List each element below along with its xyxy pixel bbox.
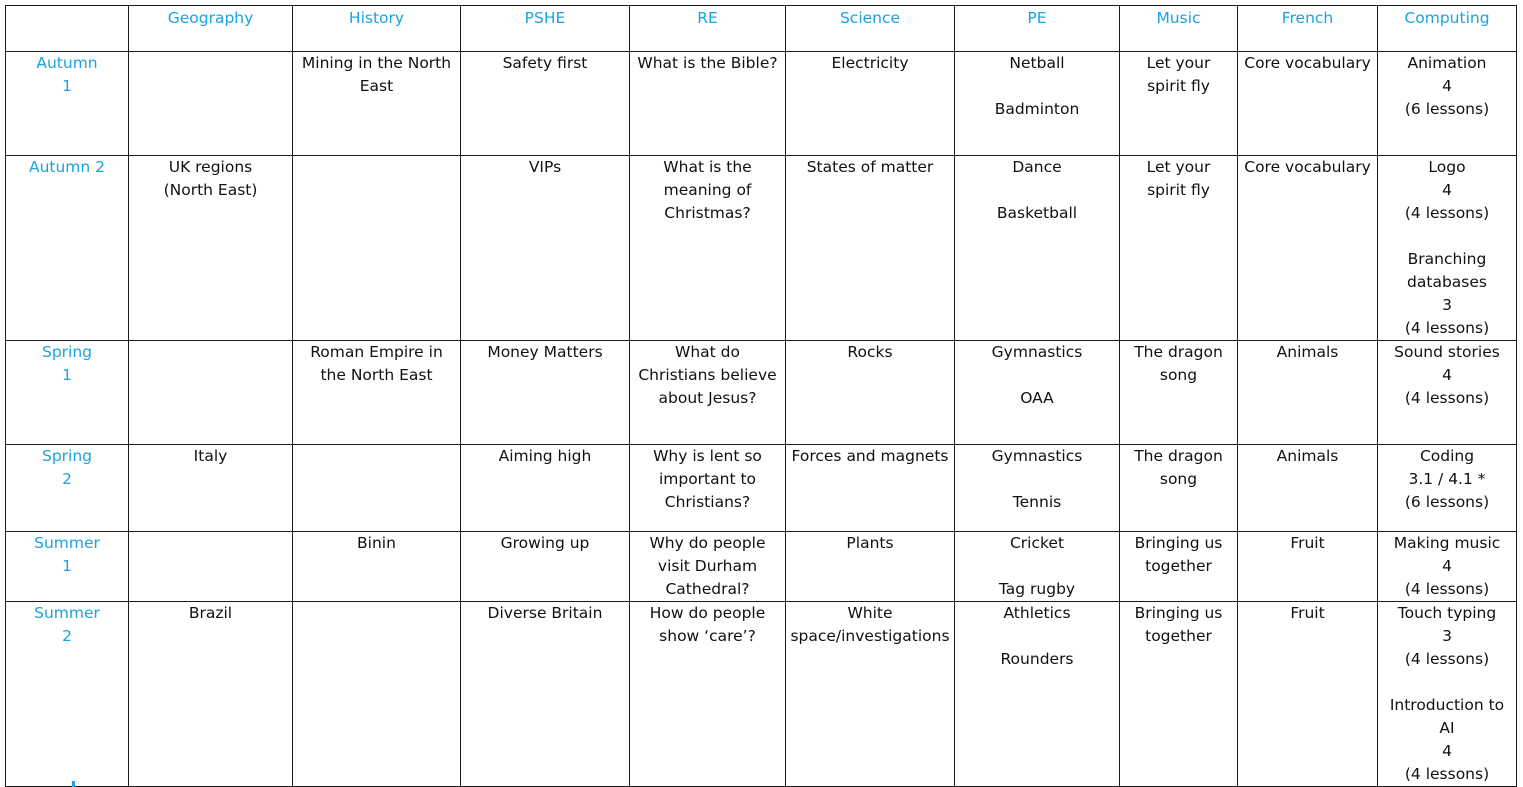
cell-music xyxy=(1120,532,1238,602)
cell-text: Safety first xyxy=(502,54,588,72)
table-row xyxy=(6,445,1517,532)
term-label: Summer 1 xyxy=(34,534,100,575)
subject-header-pe: PE xyxy=(955,6,1120,52)
table-row xyxy=(6,602,1517,787)
cell-text: Cricket Tag rugby xyxy=(998,534,1076,598)
cell-text: Netball Badminton xyxy=(994,54,1080,118)
cell-music xyxy=(1120,341,1238,445)
term-cell xyxy=(6,341,129,445)
cell-text: Italy xyxy=(193,447,228,465)
cell-pshe xyxy=(461,602,630,787)
cell-text: Aiming high xyxy=(498,447,592,465)
cell-text: Let your spirit fly xyxy=(1146,158,1211,199)
term-cell xyxy=(6,52,129,156)
cell-text: Animals xyxy=(1276,343,1339,361)
cell-computing xyxy=(1378,532,1517,602)
cell-text: What do Christians believe about Jesus? xyxy=(638,343,777,407)
cell-pshe xyxy=(461,52,630,156)
cell-text: The dragon song xyxy=(1134,447,1223,488)
cell-text: Forces and magnets xyxy=(791,447,949,465)
cell-text: Animation 4 (6 lessons) xyxy=(1404,54,1490,118)
cell-geography xyxy=(129,602,293,787)
cell-geography xyxy=(129,445,293,532)
cell-text: The dragon song xyxy=(1134,343,1223,384)
cell-text: Fruit xyxy=(1290,534,1325,552)
cell-history xyxy=(293,445,461,532)
cell-re xyxy=(630,156,786,341)
cell-text: Let your spirit fly xyxy=(1146,54,1211,95)
cell-text: Core vocabulary xyxy=(1244,54,1371,72)
cell-text: White space/investigations xyxy=(790,604,950,645)
cell-text: Mining in the North East xyxy=(301,54,452,95)
cell-text: Making music 4 (4 lessons) xyxy=(1393,534,1501,598)
cell-text: Bringing us together xyxy=(1134,604,1223,645)
cell-pshe xyxy=(461,532,630,602)
cell-re xyxy=(630,445,786,532)
subject-header-music: Music xyxy=(1120,6,1238,52)
cell-geography xyxy=(129,532,293,602)
table-row xyxy=(6,532,1517,602)
cell-text: How do people show ‘care’? xyxy=(649,604,766,645)
term-cell xyxy=(6,532,129,602)
term-label: Spring 2 xyxy=(41,447,93,488)
cell-computing xyxy=(1378,341,1517,445)
cell-text: What is the Bible? xyxy=(637,54,778,72)
cell-music xyxy=(1120,445,1238,532)
term-label: Autumn 1 xyxy=(36,54,98,95)
cell-text: Roman Empire in the North East xyxy=(310,343,443,384)
cell-text: Fruit xyxy=(1290,604,1325,622)
cell-re xyxy=(630,52,786,156)
cell-science xyxy=(786,341,955,445)
cell-text: Gymnastics OAA xyxy=(991,343,1083,407)
cell-pshe xyxy=(461,445,630,532)
cell-text: Logo 4 (4 lessons) Branching databases 3 (4 lessons) xyxy=(1404,158,1490,337)
cell-pe xyxy=(955,52,1120,156)
cell-text: Growing up xyxy=(500,534,590,552)
cell-history xyxy=(293,532,461,602)
cell-re xyxy=(630,532,786,602)
cell-text: Touch typing 3 (4 lessons) Introduction to AI 4 (4 lessons) xyxy=(1389,604,1505,783)
cell-text: Gymnastics Tennis xyxy=(991,447,1083,511)
cell-text: Why do people visit Durham Cathedral? xyxy=(649,534,766,598)
subject-header-re: RE xyxy=(630,6,786,52)
cell-geography xyxy=(129,341,293,445)
cell-science xyxy=(786,602,955,787)
subject-header-geography: Geography xyxy=(129,6,293,52)
table-row xyxy=(6,156,1517,341)
term-cell xyxy=(6,156,129,341)
cell-text: What is the meaning of Christmas? xyxy=(663,158,752,222)
cell-text: VIPs xyxy=(528,158,562,176)
term-label: Autumn 2 xyxy=(28,158,106,176)
cell-music xyxy=(1120,156,1238,341)
cell-pshe xyxy=(461,341,630,445)
cell-french xyxy=(1238,532,1378,602)
subject-header-science: Science xyxy=(786,6,955,52)
subject-header-history: History xyxy=(293,6,461,52)
term-label: Summer 2 xyxy=(34,604,100,645)
cell-text: Coding 3.1 / 4.1 * (6 lessons) xyxy=(1404,447,1490,511)
cell-computing xyxy=(1378,602,1517,787)
cell-pshe xyxy=(461,156,630,341)
cell-text: Dance Basketball xyxy=(996,158,1078,222)
page-edge-mark xyxy=(72,781,75,787)
term-cell xyxy=(6,602,129,787)
cell-text: Bringing us together xyxy=(1134,534,1223,575)
header-row xyxy=(6,6,1517,52)
cell-pe xyxy=(955,532,1120,602)
table-body xyxy=(6,52,1517,787)
subject-header-french: French xyxy=(1238,6,1378,52)
cell-text: Binin xyxy=(357,534,396,552)
cell-text: Athletics Rounders xyxy=(1000,604,1074,668)
cell-text: Diverse Britain xyxy=(487,604,603,622)
cell-text: UK regions (North East) xyxy=(163,158,258,199)
cell-geography xyxy=(129,156,293,341)
cell-pe xyxy=(955,156,1120,341)
cell-text: Core vocabulary xyxy=(1244,158,1371,176)
cell-french xyxy=(1238,341,1378,445)
cell-re xyxy=(630,602,786,787)
cell-computing xyxy=(1378,445,1517,532)
cell-french xyxy=(1238,445,1378,532)
cell-science xyxy=(786,52,955,156)
cell-computing xyxy=(1378,52,1517,156)
cell-text: Why is lent so important to Christians? xyxy=(653,447,762,511)
cell-history xyxy=(293,156,461,341)
cell-text: Rocks xyxy=(847,343,893,361)
cell-pe xyxy=(955,602,1120,787)
cell-science xyxy=(786,532,955,602)
cell-re xyxy=(630,341,786,445)
corner-cell xyxy=(6,6,129,52)
cell-geography xyxy=(129,52,293,156)
cell-music xyxy=(1120,52,1238,156)
cell-french xyxy=(1238,156,1378,341)
cell-pe xyxy=(955,445,1120,532)
cell-french xyxy=(1238,52,1378,156)
cell-history xyxy=(293,52,461,156)
cell-text: Plants xyxy=(846,534,894,552)
term-label: Spring 1 xyxy=(41,343,93,384)
cell-music xyxy=(1120,602,1238,787)
curriculum-table xyxy=(5,5,1517,787)
subject-header-pshe: PSHE xyxy=(461,6,630,52)
cell-computing xyxy=(1378,156,1517,341)
cell-pe xyxy=(955,341,1120,445)
cell-text: Electricity xyxy=(831,54,909,72)
cell-history xyxy=(293,602,461,787)
table-row xyxy=(6,52,1517,156)
cell-text: Animals xyxy=(1276,447,1339,465)
cell-text: Brazil xyxy=(188,604,233,622)
cell-text: States of matter xyxy=(806,158,934,176)
cell-text: Sound stories 4 (4 lessons) xyxy=(1394,343,1500,407)
subject-header-computing: Computing xyxy=(1378,6,1517,52)
cell-text: Money Matters xyxy=(487,343,603,361)
cell-science xyxy=(786,156,955,341)
cell-science xyxy=(786,445,955,532)
table-row xyxy=(6,341,1517,445)
cell-french xyxy=(1238,602,1378,787)
cell-history xyxy=(293,341,461,445)
term-cell xyxy=(6,445,129,532)
